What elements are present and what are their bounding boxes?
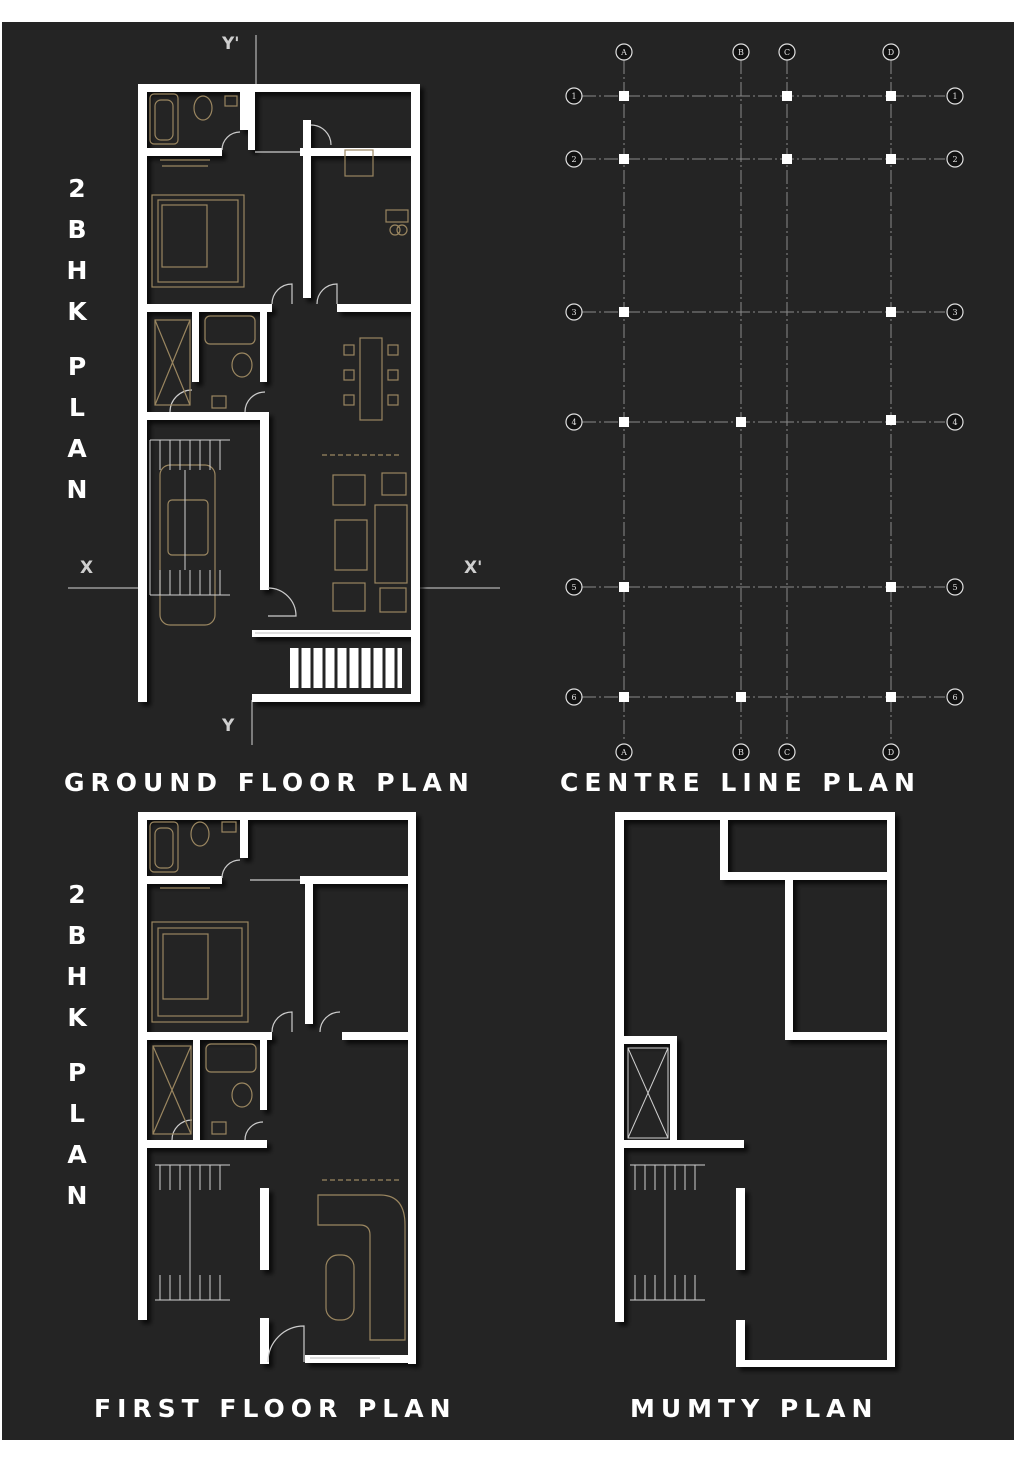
vertical-title-first [62,874,92,1216]
vertical-title-letter: H [66,962,88,991]
vertical-title-letter: L [69,1099,85,1128]
ground-stairs [150,440,230,595]
grid-column-bottom-label: B [738,748,744,757]
grid-column-top-label: C [783,48,791,57]
grid-column-top-label: A [621,48,627,57]
vertical-title-letter: P [67,352,87,381]
first-stairs [155,1165,230,1300]
ground-furniture [150,94,408,625]
vertical-title-letter: H [66,256,88,285]
axis-label-y-top: Y' [222,34,240,54]
grid-column-bottom-label: C [783,748,791,757]
vertical-title-letter: P [67,1058,87,1087]
first-floor-plan [138,812,416,1364]
vertical-title-letter: 2 [68,880,86,909]
structural-columns [619,91,896,702]
grid-column-bottom-label: A [621,748,627,757]
ground-floor-plan [68,35,500,745]
grid-row-left-label: 1 [571,92,577,101]
vertical-title-letter: K [67,297,87,326]
vertical-title-letter: N [66,475,88,504]
grid-row-left-label: 4 [571,418,577,427]
centre-line-plan-title: CENTRE LINE PLAN [560,768,921,797]
grid-row-right-label: 4 [952,418,958,427]
ground-floor-plan-title: GROUND FLOOR PLAN [64,768,475,797]
vertical-title-letter: L [69,393,85,422]
first-floor-plan-title: FIRST FLOOR PLAN [94,1394,457,1423]
vertical-title-letter: K [67,1003,87,1032]
mumty-walls [615,812,895,1367]
grid-column-top-label: D [887,48,895,57]
vertical-title-letter: N [66,1181,88,1210]
grid-row-left-label: 2 [571,155,577,164]
grid-row-left-label: 3 [571,308,577,317]
vertical-title-letter: B [67,921,87,950]
vertical-title-letter: A [67,434,87,463]
mumty-plan [615,812,895,1367]
mumty-plan-title: MUMTY PLAN [630,1394,879,1423]
grid-row-right-label: 5 [952,583,958,592]
grid-row-left-label: 6 [571,693,577,702]
centre-line-plan [566,44,963,760]
grid-column-bottom-label: D [887,748,895,757]
axis-label-x-right: X' [464,558,483,578]
vertical-title-letter: 2 [68,174,86,203]
axis-label-y-bottom: Y [222,716,235,736]
grid-row-left-label: 5 [571,583,577,592]
grid-column-top-label: B [738,48,744,57]
vertical-title-letter: A [67,1140,87,1169]
grid-row-right-label: 2 [952,155,958,164]
axis-label-x-left: X [80,558,94,578]
vertical-title-ground [62,168,92,510]
grid-row-right-label: 6 [952,693,958,702]
first-furniture [150,822,405,1340]
grid-row-right-label: 3 [952,308,958,317]
grid-row-right-label: 1 [952,92,958,101]
vertical-title-letter: B [67,215,87,244]
